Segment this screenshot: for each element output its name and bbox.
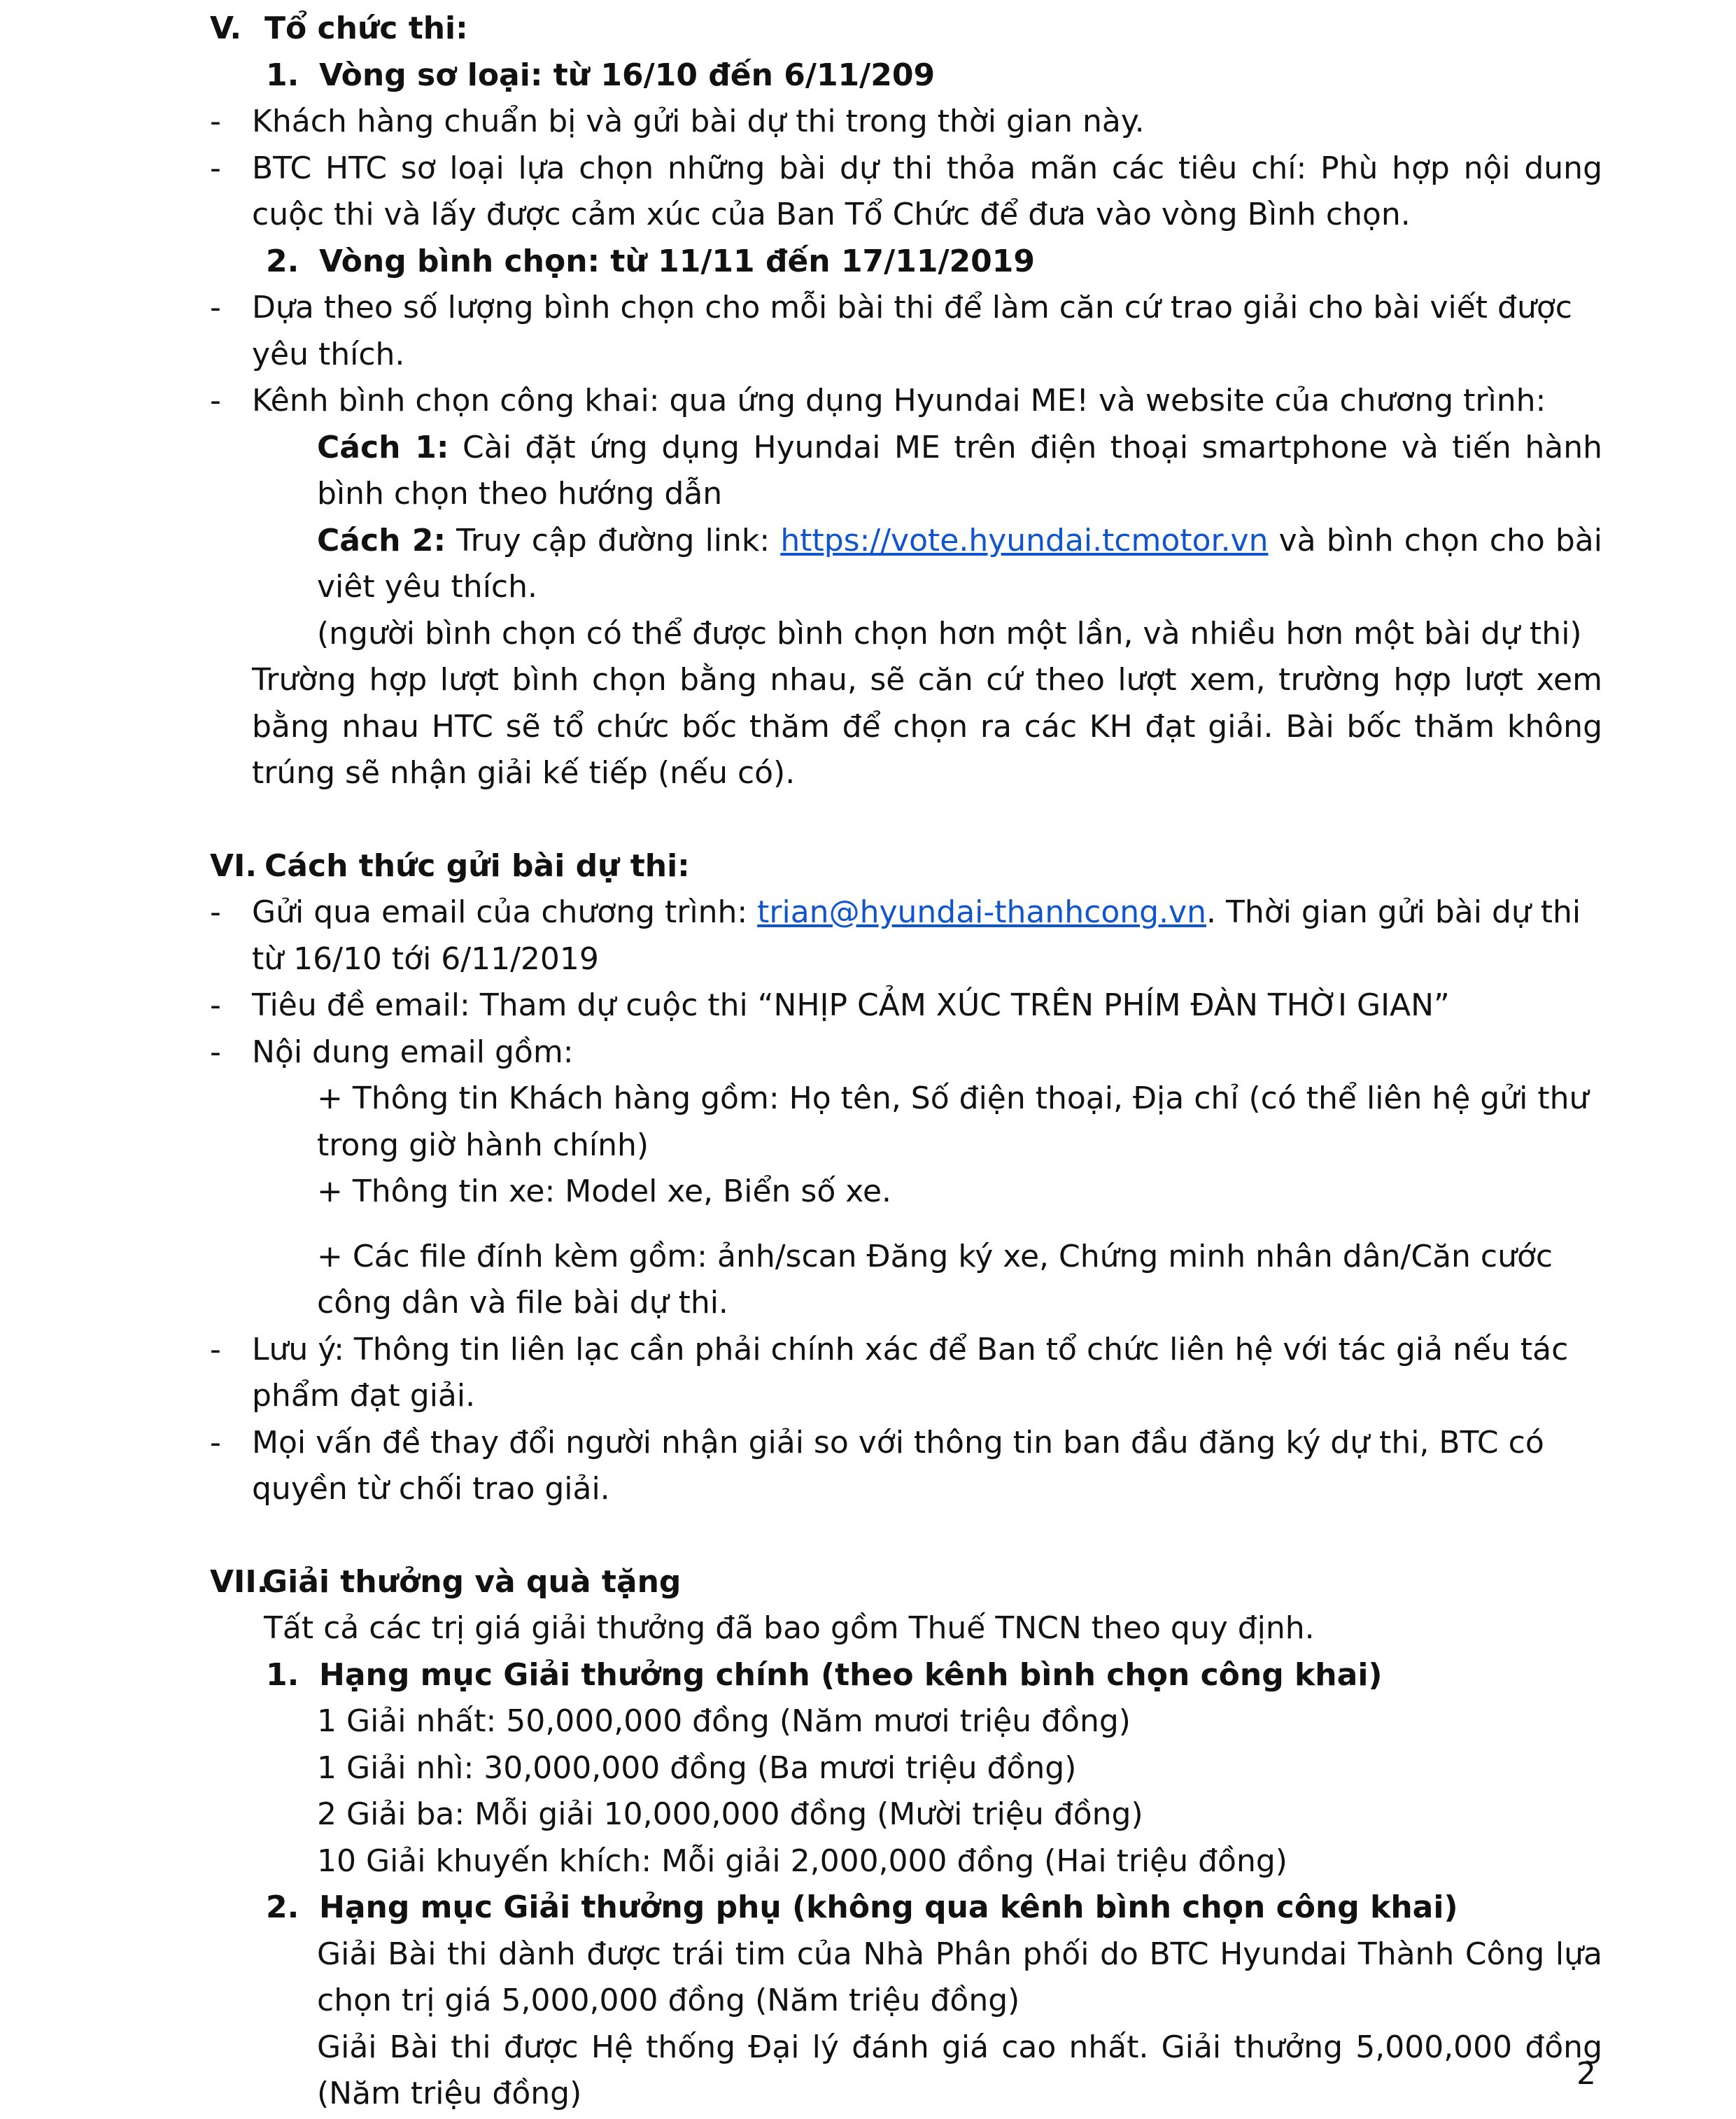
section-6-number: VI. (210, 847, 257, 884)
round-2-bullet-2: - Kênh bình chọn công khai: qua ứng dụng Hyundai ME! và website của chương trình: (210, 378, 1602, 425)
submit-bullet-1-post: . Thời gian gửi bài dự thi từ 16/10 tới 6/11/2019 (252, 894, 1581, 977)
section-5-number: V. (210, 10, 242, 46)
round-1-number: 1. (266, 57, 299, 93)
sub-prize-line-2: Giải Bài thi được Hệ thống Đại lý đánh giá cao nhất. Giải thưởng 5,000,000 đồng (Năm triệu đồng) (317, 2029, 1602, 2111)
section-6-heading (210, 843, 1602, 890)
vote-method-1-label: Cách 1: (317, 429, 449, 465)
round-1-title: Vòng sơ loại: từ 16/10 đến 6/11/209 (319, 57, 936, 93)
tie-break-rule: Trường hợp lượt bình chọn bằng nhau, sẽ căn cứ theo lượt xem, trường hợp lượt xem bằng nhau HTC sẽ tổ chức bốc thăm để chọn ra các KH đạt giải. Bài bốc thăm không trúng sẽ nhận giải kế tiếp (nếu có). (252, 662, 1602, 791)
sub-prize-line-1: Giải Bài thi dành được trái tim của Nhà Phân phối do BTC Hyundai Thành Công lựa chọn trị giá 5,000,000 đồng (Năm triệu đồng) (317, 1936, 1602, 2018)
spacer (210, 1513, 1602, 1559)
submit-bullet-5: - Mọi vấn đề thay đổi người nhận giải so với thông tin ban đầu đăng ký dự thi, BTC có quyền từ chối trao giải. (210, 1420, 1602, 1513)
main-prize-line-2: 1 Giải nhì: 30,000,000 đồng (Ba mươi triệu đồng) (317, 1750, 1077, 1786)
section-5-title: Tổ chức thi: (264, 10, 468, 46)
sub-prize-number: 2. (266, 1889, 299, 1925)
round-2-heading (210, 239, 1602, 286)
page-number: 2 (1576, 2056, 1596, 2092)
vote-method-2-pre: Truy cập đường link: (446, 522, 781, 558)
vote-note: (người bình chọn có thể được bình chọn hơn một lần, và nhiều hơn một bài dự thi) (317, 615, 1582, 652)
section-7-title: Giải thưởng và quà tặng (262, 1563, 682, 1600)
spacer (210, 797, 1602, 843)
round-2-number: 2. (266, 243, 299, 279)
submit-bullet-4: - Lưu ý: Thông tin liên lạc cần phải chính xác để Ban tổ chức liên hệ với tác giả nếu tác phẩm đạt giải. (210, 1327, 1602, 1420)
section-7-heading (210, 1559, 1602, 1606)
round-1-bullet-2: - BTC HTC sơ loại lựa chọn những bài dự thi thỏa mãn các tiêu chí: Phù hợp nội dung cuộc thi và lấy được cảm xúc của Ban Tổ Chức để đưa vào vòng Bình chọn. (210, 146, 1602, 239)
section-7-number: VII. (210, 1563, 269, 1600)
vote-method-2 (210, 518, 1602, 611)
section-6-title: Cách thức gửi bài dự thi: (264, 847, 690, 884)
vote-method-2-label: Cách 2: (317, 522, 446, 558)
main-prize-line-1: 1 Giải nhất: 50,000,000 đồng (Năm mươi triệu đồng) (317, 1703, 1131, 1739)
submit-bullet-2: - Tiêu đề email: Tham dự cuộc thi “NHỊP CẢM XÚC TRÊN PHÍM ĐÀN THỜI GIAN” (210, 983, 1602, 1029)
submit-bullet-1 (210, 889, 1602, 983)
sub-prize-heading (210, 1885, 1602, 1931)
round-1-heading (210, 52, 1602, 99)
vote-link[interactable]: https://vote.hyundai.tcmotor.vn (780, 522, 1269, 558)
email-content-3: + Các file đính kèm gồm: ảnh/scan Đăng ký xe, Chứng minh nhân dân/Căn cước công dân và file bài dự thi. (317, 1238, 1553, 1321)
email-content-1: + Thông tin Khách hàng gồm: Họ tên, Số điện thoại, Địa chỉ (có thể liên hệ gửi thư trong giờ hành chính) (317, 1080, 1589, 1163)
email-link[interactable]: trian@hyundai-thanhcong.vn (757, 894, 1206, 930)
email-content-2: + Thông tin xe: Model xe, Biển số xe. (317, 1174, 892, 1209)
main-prize-line-4: 10 Giải khuyến khích: Mỗi giải 2,000,000 đồng (Hai triệu đồng) (317, 1843, 1287, 1879)
round-2-title: Vòng bình chọn: từ 11/11 đến 17/11/2019 (319, 243, 1035, 279)
prize-intro: Tất cả các trị giá giải thưởng đã bao gồm Thuế TNCN theo quy định. (264, 1610, 1315, 1646)
main-prize-number: 1. (266, 1656, 299, 1693)
submit-bullet-3: - Nội dung email gồm: (210, 1029, 1602, 1076)
round-2-bullet-1: - Dựa theo số lượng bình chọn cho mỗi bài thi để làm căn cứ trao giải cho bài viết được yêu thích. (210, 285, 1602, 378)
section-5-heading (210, 6, 1602, 52)
spacer (210, 1216, 1602, 1234)
vote-method-1 (210, 425, 1602, 518)
main-prize-heading (210, 1652, 1602, 1699)
main-prize-title: Hạng mục Giải thưởng chính (theo kênh bình chọn công khai) (319, 1656, 1383, 1693)
vote-method-1-text: Cài đặt ứng dụng Hyundai ME trên điện thoại smartphone và tiến hành bình chọn theo hướng dẫn (317, 429, 1602, 512)
vote-method-2-post: và bình chọn cho bài viêt yêu thích. (317, 522, 1602, 605)
main-prize-line-3: 2 Giải ba: Mỗi giải 10,000,000 đồng (Mười triệu đồng) (317, 1796, 1143, 1832)
submit-bullet-1-pre: Gửi qua email của chương trình: (252, 894, 758, 930)
document-page (210, 0, 1602, 2118)
round-1-bullet-1: - Khách hàng chuẩn bị và gửi bài dự thi trong thời gian này. (210, 99, 1602, 146)
sub-prize-title: Hạng mục Giải thưởng phụ (không qua kênh bình chọn công khai) (319, 1889, 1458, 1925)
